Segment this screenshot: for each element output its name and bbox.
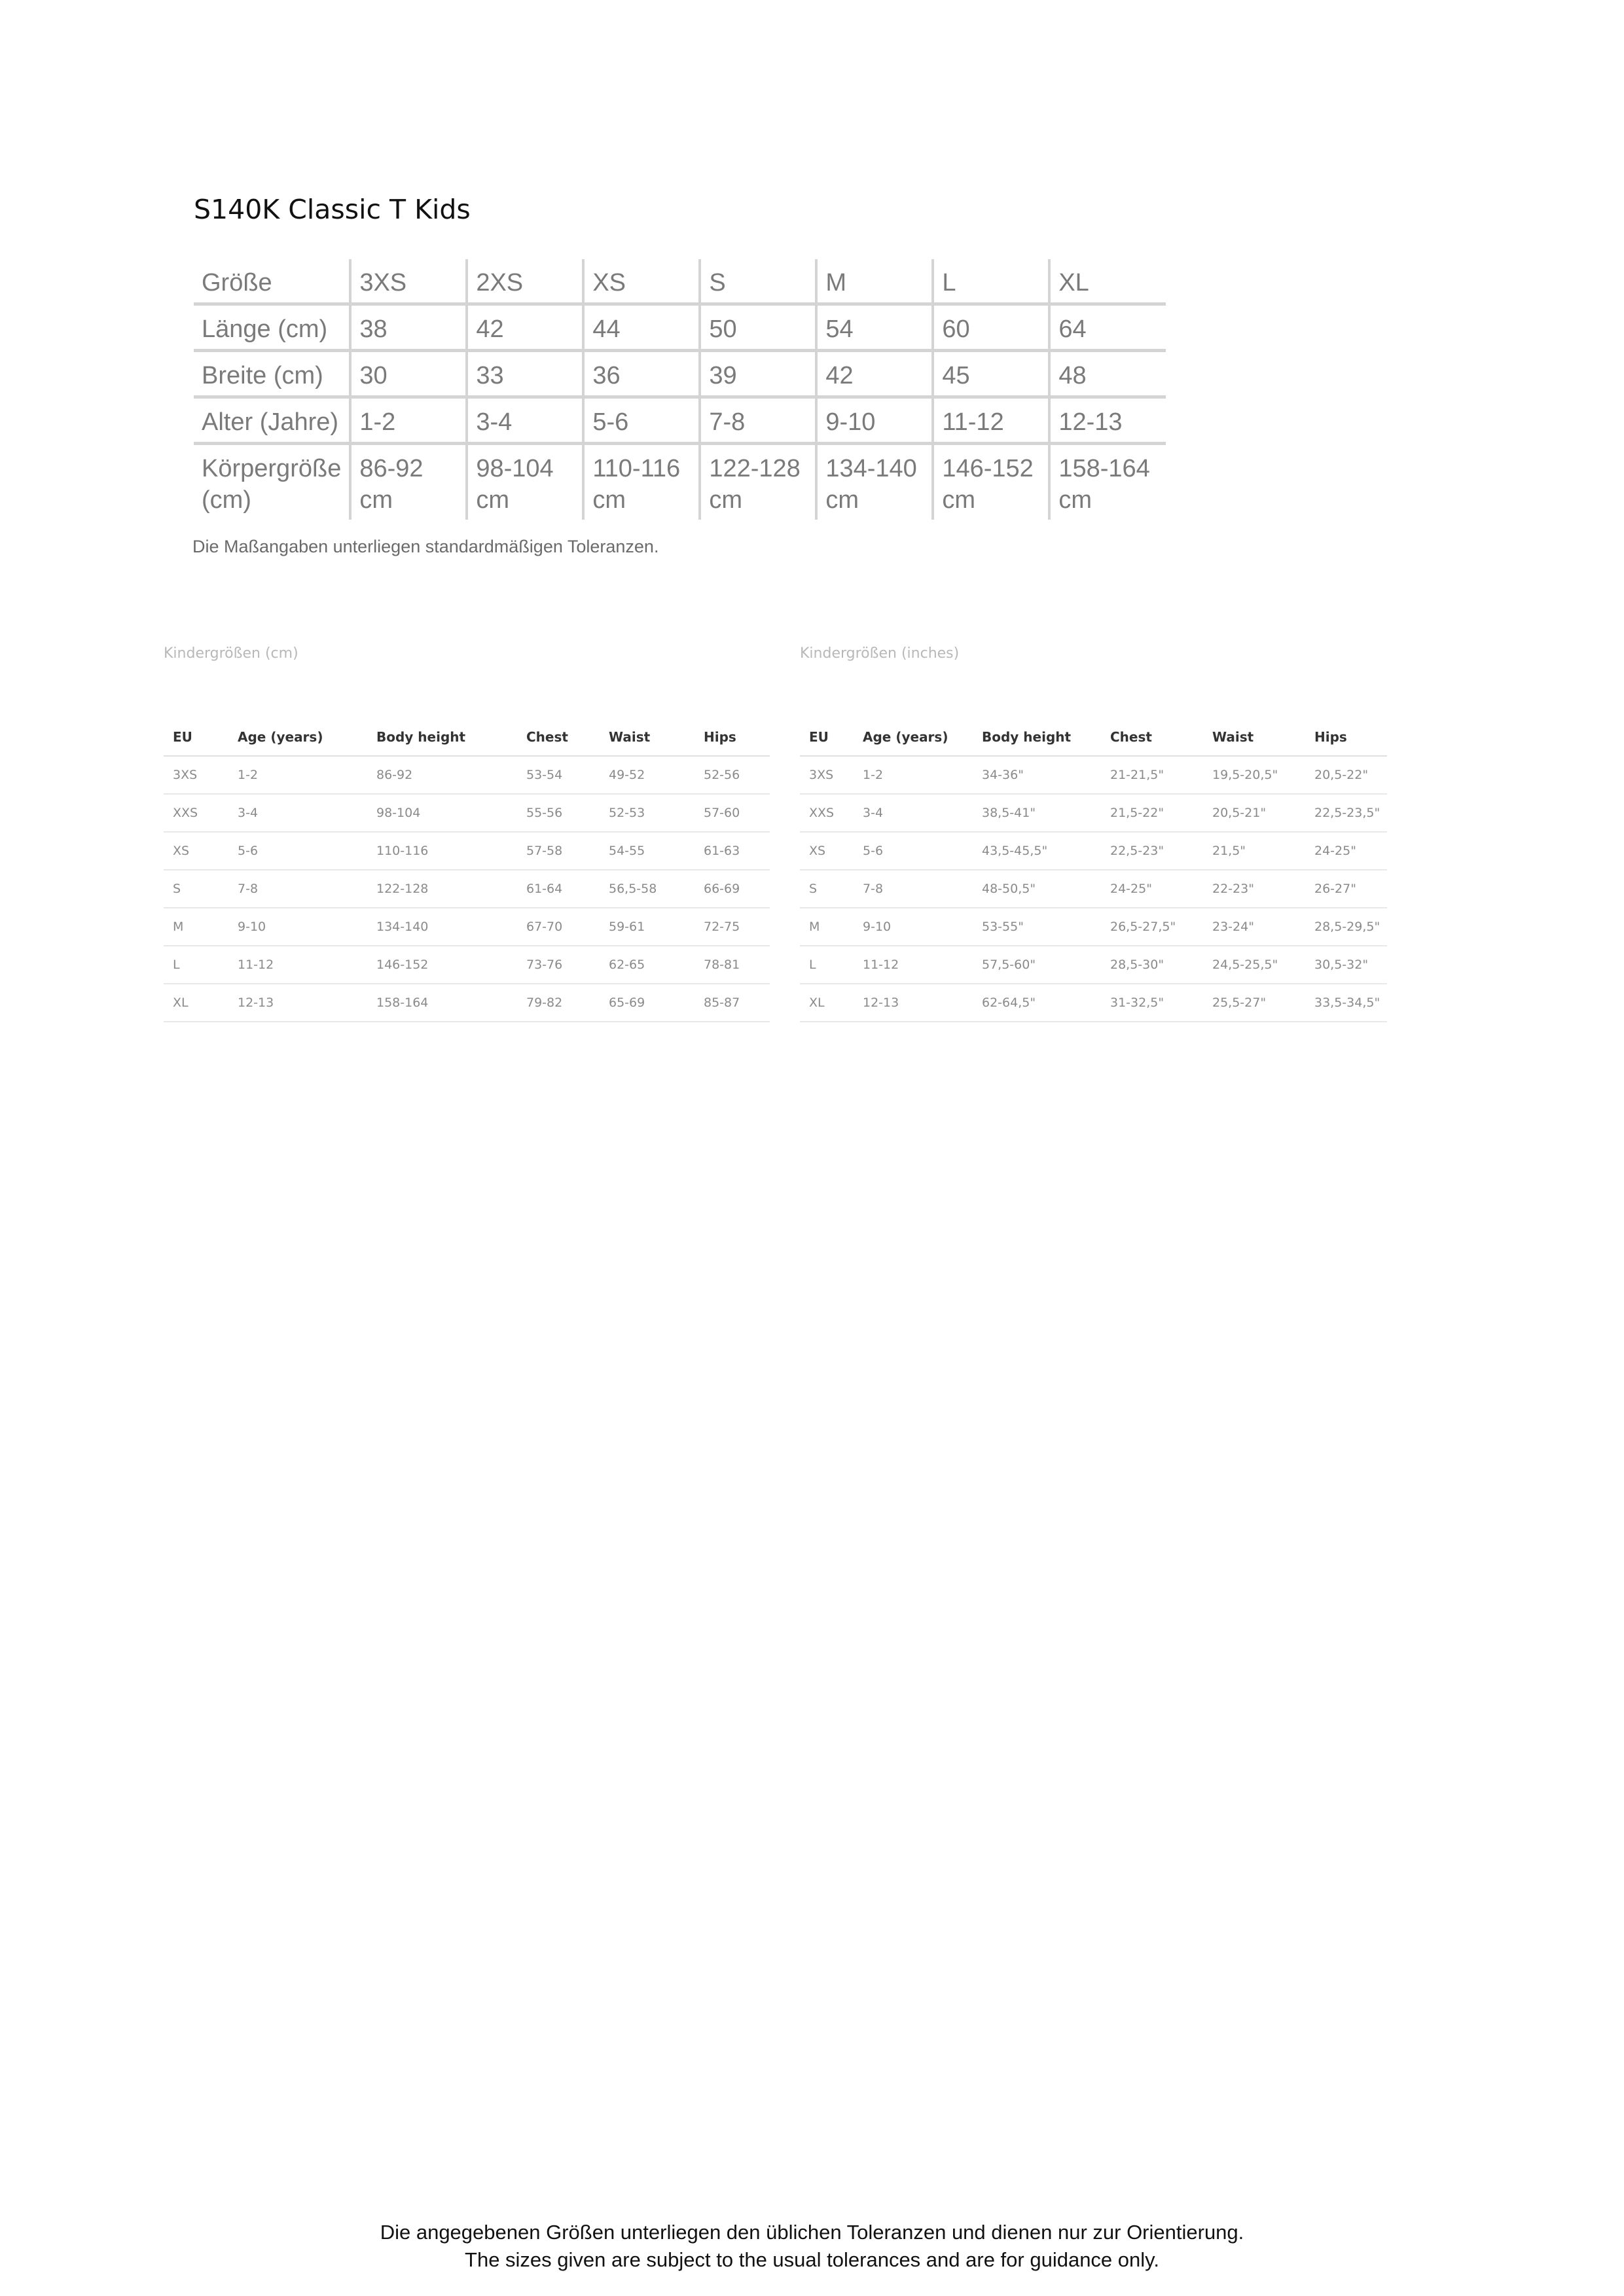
size-cell: 39 (700, 351, 816, 397)
size-cell: 33 (467, 351, 583, 397)
column-header: Waist (1203, 719, 1305, 756)
table-cell: 79-82 (517, 984, 600, 1022)
table-cell: 38,5-41" (973, 794, 1101, 832)
table-row (164, 870, 770, 908)
table-cell: M (800, 908, 854, 946)
table-cell: 72-75 (695, 908, 770, 946)
table-row (164, 832, 770, 870)
table-cell: 1-2 (854, 756, 973, 794)
size-row-label: Breite (cm) (194, 351, 350, 397)
table-cell: 110-116 (367, 832, 517, 870)
size-cell: 122-128 cm (700, 444, 816, 520)
size-cell: 86-92 cm (350, 444, 467, 520)
column-header: Hips (695, 719, 770, 756)
table-cell: 22-23" (1203, 870, 1305, 908)
table-cell: 24-25" (1101, 870, 1203, 908)
kids-cm-heading: Kindergrößen (cm) (164, 645, 298, 662)
table-cell: 62-64,5" (973, 984, 1101, 1022)
column-header: Chest (1101, 719, 1203, 756)
table-cell: 65-69 (600, 984, 695, 1022)
table-cell: 86-92 (367, 756, 517, 794)
table-cell: S (800, 870, 854, 908)
table-cell: 24,5-25,5" (1203, 946, 1305, 984)
table-cell: 62-65 (600, 946, 695, 984)
table-cell: 78-81 (695, 946, 770, 984)
table-cell: 12-13 (854, 984, 973, 1022)
table-cell: 5-6 (228, 832, 367, 870)
table-row (164, 946, 770, 984)
table-cell: 21,5" (1203, 832, 1305, 870)
table-cell: 22,5-23,5" (1305, 794, 1387, 832)
table-cell: 53-55" (973, 908, 1101, 946)
kids-cm-table (164, 719, 770, 1022)
size-cell: 3XS (350, 259, 467, 304)
size-table-row (194, 259, 1166, 304)
column-header: EU (164, 719, 228, 756)
size-cell: S (700, 259, 816, 304)
table-cell: 43,5-45,5" (973, 832, 1101, 870)
table-cell: 24-25" (1305, 832, 1387, 870)
size-cell: 1-2 (350, 397, 467, 444)
table-cell: 25,5-27" (1203, 984, 1305, 1022)
table-cell: 48-50,5" (973, 870, 1101, 908)
size-cell: 5-6 (583, 397, 700, 444)
size-cell: 134-140 cm (816, 444, 933, 520)
size-cell: 44 (583, 304, 700, 351)
table-cell: 54-55 (600, 832, 695, 870)
size-cell: 54 (816, 304, 933, 351)
table-cell: 85-87 (695, 984, 770, 1022)
tolerance-note: Die Maßangaben unterliegen standardmäßigen Toleranzen. (192, 537, 659, 556)
table-cell: XXS (164, 794, 228, 832)
table-cell: 3-4 (228, 794, 367, 832)
table-row (800, 946, 1387, 984)
size-cell: 30 (350, 351, 467, 397)
column-header: Age (years) (854, 719, 973, 756)
size-table-row (194, 351, 1166, 397)
footer-line-en: The sizes given are subject to the usual tolerances and are for guidance only. (465, 2248, 1159, 2271)
table-cell: 61-64 (517, 870, 600, 908)
size-table (194, 259, 1166, 520)
size-cell: XS (583, 259, 700, 304)
table-row (800, 984, 1387, 1022)
table-cell: 52-56 (695, 756, 770, 794)
size-cell: 3-4 (467, 397, 583, 444)
table-row (800, 832, 1387, 870)
size-table-row (194, 397, 1166, 444)
table-cell: 1-2 (228, 756, 367, 794)
size-row-label: Körpergröße (cm) (202, 455, 342, 514)
size-cell: 45 (933, 351, 1049, 397)
column-header: Age (years) (228, 719, 367, 756)
table-cell: 3-4 (854, 794, 973, 832)
column-header: Body height (367, 719, 517, 756)
page-title: S140K Classic T Kids (194, 194, 471, 225)
table-cell: 3XS (800, 756, 854, 794)
table-row (800, 870, 1387, 908)
size-table-row (194, 444, 1166, 520)
size-cell: 64 (1049, 304, 1166, 351)
table-cell: 20,5-21" (1203, 794, 1305, 832)
table-cell: 134-140 (367, 908, 517, 946)
size-cell: 36 (583, 351, 700, 397)
table-cell: S (164, 870, 228, 908)
table-cell: 59-61 (600, 908, 695, 946)
table-cell: 26-27" (1305, 870, 1387, 908)
table-cell: 55-56 (517, 794, 600, 832)
table-cell: XS (164, 832, 228, 870)
size-cell: XL (1049, 259, 1166, 304)
column-header: Chest (517, 719, 600, 756)
size-cell: 42 (816, 351, 933, 397)
footer-line-de: Die angegebenen Größen unterliegen den üblichen Toleranzen und dienen nur zur Orientierung. (380, 2221, 1244, 2244)
table-cell: 3XS (164, 756, 228, 794)
table-cell: 57,5-60" (973, 946, 1101, 984)
table-cell: 56,5-58 (600, 870, 695, 908)
table-row (164, 984, 770, 1022)
table-cell: 9-10 (228, 908, 367, 946)
table-cell: 11-12 (854, 946, 973, 984)
table-cell: 57-60 (695, 794, 770, 832)
table-cell: 122-128 (367, 870, 517, 908)
table-cell: 66-69 (695, 870, 770, 908)
table-row (164, 756, 770, 794)
column-header: Hips (1305, 719, 1387, 756)
table-cell: 53-54 (517, 756, 600, 794)
size-cell: 42 (467, 304, 583, 351)
table-cell: 30,5-32" (1305, 946, 1387, 984)
size-cell: 2XS (467, 259, 583, 304)
table-cell: 22,5-23" (1101, 832, 1203, 870)
table-cell: 57-58 (517, 832, 600, 870)
size-table-row (194, 304, 1166, 351)
table-row (164, 908, 770, 946)
table-cell: 61-63 (695, 832, 770, 870)
column-header: Waist (600, 719, 695, 756)
table-cell: 7-8 (228, 870, 367, 908)
table-cell: XS (800, 832, 854, 870)
table-cell: 73-76 (517, 946, 600, 984)
table-cell: 20,5-22" (1305, 756, 1387, 794)
table-cell: 21,5-22" (1101, 794, 1203, 832)
table-cell: 28,5-29,5" (1305, 908, 1387, 946)
size-cell: 12-13 (1049, 397, 1166, 444)
table-row (800, 794, 1387, 832)
table-cell: 11-12 (228, 946, 367, 984)
kids-inches-block (800, 645, 1387, 1022)
table-cell: 23-24" (1203, 908, 1305, 946)
table-cell: 9-10 (854, 908, 973, 946)
size-cell: 11-12 (933, 397, 1049, 444)
table-cell: XL (164, 984, 228, 1022)
table-cell: 7-8 (854, 870, 973, 908)
table-cell: L (800, 946, 854, 984)
size-cell: 60 (933, 304, 1049, 351)
size-row-label: Größe (194, 259, 350, 304)
table-row (800, 756, 1387, 794)
column-header: EU (800, 719, 854, 756)
column-header: Body height (973, 719, 1101, 756)
table-row (164, 794, 770, 832)
table-cell: 158-164 (367, 984, 517, 1022)
size-cell: 110-116 cm (583, 444, 700, 520)
table-cell: 5-6 (854, 832, 973, 870)
table-row (800, 908, 1387, 946)
table-cell: 28,5-30" (1101, 946, 1203, 984)
size-cell: 98-104 cm (467, 444, 583, 520)
table-cell: 146-152 (367, 946, 517, 984)
table-cell: 31-32,5" (1101, 984, 1203, 1022)
size-cell: M (816, 259, 933, 304)
size-cell: 9-10 (816, 397, 933, 444)
table-cell: 34-36" (973, 756, 1101, 794)
size-cell: 38 (350, 304, 467, 351)
size-row-label: Alter (Jahre) (194, 397, 350, 444)
size-cell: L (933, 259, 1049, 304)
size-cell: 50 (700, 304, 816, 351)
table-cell: XL (800, 984, 854, 1022)
kids-inches-table (800, 719, 1387, 1022)
size-cell: 7-8 (700, 397, 816, 444)
table-cell: 49-52 (600, 756, 695, 794)
size-cell: 158-164 cm (1049, 444, 1166, 520)
footer (0, 2219, 1624, 2274)
table-cell: L (164, 946, 228, 984)
table-cell: M (164, 908, 228, 946)
table-cell: XXS (800, 794, 854, 832)
table-cell: 26,5-27,5" (1101, 908, 1203, 946)
size-cell: 146-152 cm (933, 444, 1049, 520)
size-row-label: Länge (cm) (194, 304, 350, 351)
table-cell: 52-53 (600, 794, 695, 832)
size-cell: 48 (1049, 351, 1166, 397)
table-cell: 19,5-20,5" (1203, 756, 1305, 794)
table-cell: 98-104 (367, 794, 517, 832)
kids-cm-block (164, 645, 770, 1022)
table-cell: 67-70 (517, 908, 600, 946)
table-cell: 12-13 (228, 984, 367, 1022)
table-cell: 21-21,5" (1101, 756, 1203, 794)
kids-inches-heading: Kindergrößen (inches) (800, 645, 960, 662)
table-cell: 33,5-34,5" (1305, 984, 1387, 1022)
